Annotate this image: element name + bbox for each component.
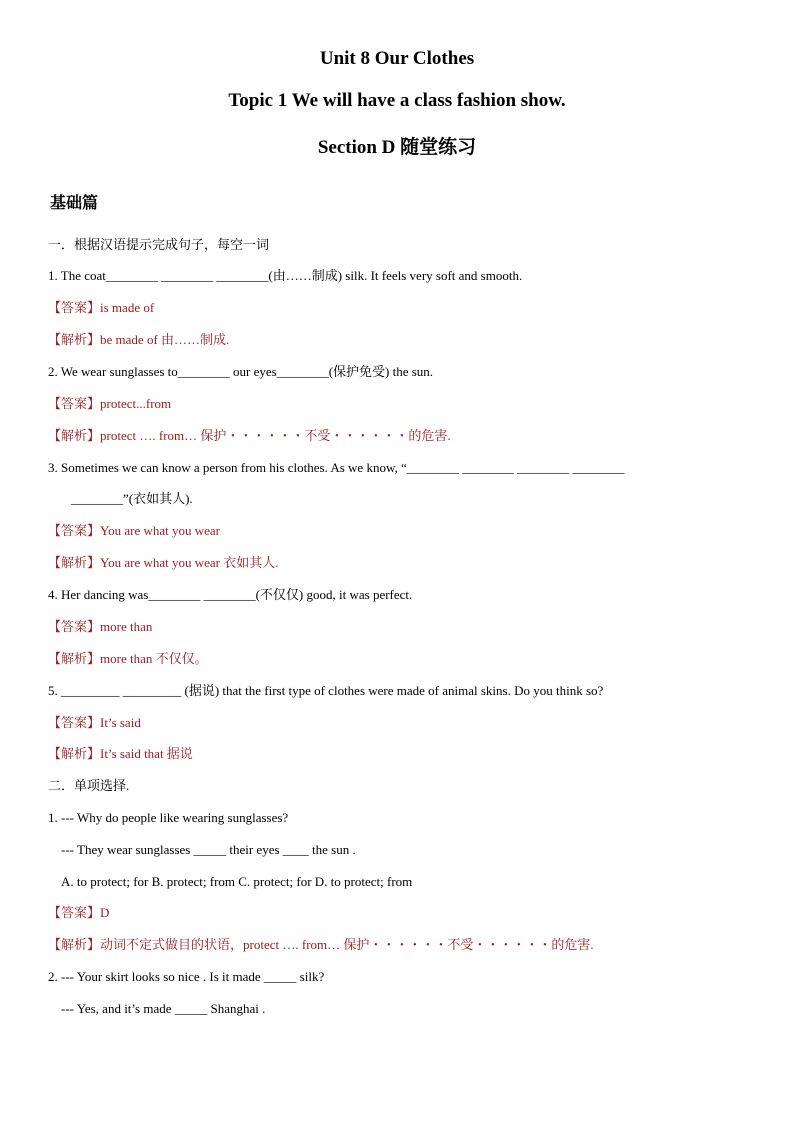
question-4: 4. Her dancing was________ ________(不仅仅) good, it was perfect.: [48, 587, 413, 602]
unit-title: Unit 8 Our Clothes: [319, 48, 475, 69]
explanation-3: [48, 555, 279, 571]
explain-text: 动词不定式做目的状语，protect …. from… 保护・・・・・・不受・・・・・・的危害.: [100, 937, 594, 952]
question-2: 2. We wear sunglasses to________ our eyes________(保护免受) the sun.: [48, 364, 434, 379]
question-1: 1. The coat________ ________ ________(由……制成) silk. It feels very soft and smooth.: [48, 268, 523, 283]
answer-tag: 【答案】: [48, 619, 101, 634]
explain-tag: 【解析】: [48, 651, 101, 666]
answer-3: [48, 523, 220, 539]
section2-title: 二．单项选择.: [48, 778, 130, 793]
explanation-2: [48, 428, 451, 444]
mc-question-2-line1: 2. --- Your skirt looks so nice . Is it made _____ silk?: [48, 969, 325, 984]
answer-1: [48, 300, 154, 316]
explain-tag: 【解析】: [48, 428, 101, 443]
explain-text: more than 不仅仅。: [100, 651, 208, 666]
answer-4: [48, 619, 152, 635]
answer-tag: 【答案】: [48, 300, 101, 315]
mc-explanation-1: [48, 937, 594, 953]
answer-tag: 【答案】: [48, 715, 101, 730]
answer-text: You are what you wear: [100, 523, 220, 538]
explain-tag: 【解析】: [48, 746, 101, 761]
mc-answer-1: [48, 905, 109, 921]
question-5: 5. _________ _________ (据说) that the first type of clothes were made of animal skins. Do you think so?: [48, 683, 604, 698]
section1-title: 一．根据汉语提示完成句子，每空一词: [48, 237, 270, 252]
answer-5: [48, 715, 141, 731]
explain-text: It’s said that 据说: [100, 746, 193, 761]
explain-tag: 【解析】: [48, 937, 101, 952]
answer-text: D: [100, 905, 110, 920]
mc-question-1-line1: 1. --- Why do people like wearing sunglasses?: [48, 810, 289, 825]
answer-tag: 【答案】: [48, 905, 101, 920]
answer-text: more than: [100, 619, 153, 634]
explanation-1: [48, 332, 229, 348]
section-title: Section D 随堂练习: [317, 137, 477, 158]
explain-tag: 【解析】: [48, 555, 101, 570]
answer-tag: 【答案】: [48, 396, 101, 411]
answer-text: It’s said: [100, 715, 141, 730]
question-3-line2: ________”(衣如其人).: [71, 491, 193, 506]
explain-tag: 【解析】: [48, 332, 101, 347]
explain-text: be made of 由……制成.: [100, 332, 230, 347]
explain-text: protect …. from… 保护・・・・・・不受・・・・・・的危害.: [100, 428, 451, 443]
answer-2: [48, 396, 171, 412]
answer-tag: 【答案】: [48, 523, 101, 538]
mc-question-1-options: A. to protect; for B. protect; from C. protect; for D. to protect; from: [61, 874, 413, 889]
answer-text: protect...from: [100, 396, 172, 411]
part-heading: 基础篇: [50, 195, 99, 212]
explain-text: You are what you wear 衣如其人.: [100, 555, 279, 570]
question-3-line1: 3. Sometimes we can know a person from his clothes. As we know, “________ ________ ________ ________: [48, 460, 625, 475]
explanation-5: [48, 746, 193, 762]
mc-question-1-line2: --- They wear sunglasses _____ their eyes ____ the sun .: [61, 842, 356, 857]
answer-text: is made of: [100, 300, 155, 315]
explanation-4: [48, 651, 208, 667]
topic-title: Topic 1 We will have a class fashion show.: [228, 90, 566, 111]
mc-question-2-line2: --- Yes, and it’s made _____ Shanghai .: [61, 1001, 266, 1016]
